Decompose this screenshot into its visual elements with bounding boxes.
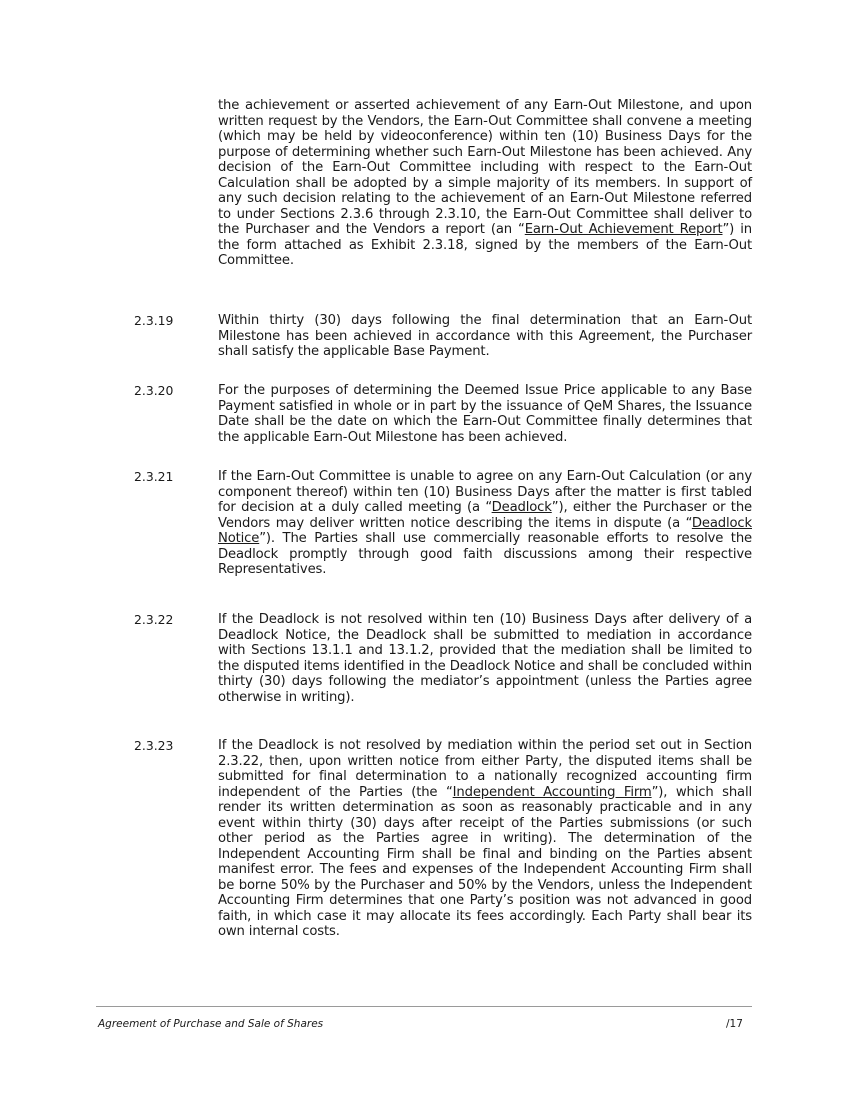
clause-text: If the Deadlock is not resolved within ten (10) Business Days after delivery of a Deadlock Notice, the Deadlock shall be submitted to mediation in accordance with Sections 13.1.1 and 13.1.2, provided that the mediation shall be limited to the disputed items identified in the Deadlock Notice and shall be concluded within thirty (30) days following the mediator’s appointment (unless the Parties agree otherwise in writing). [218,612,752,705]
clause-text-part: ”), which shall render its written determination as soon as reasonably practicable and in any event within thirty (30) days after receipt of the Parties submissions (or such other period as the Parties agree in writing). The determination of the Independent Accounting Firm shall be final and binding on the Parties absent manifest error. The fees and expenses of the Independent Accounting Firm shall be borne 50% by the Purchaser and 50% by the Vendors, unless the Independent Accounting Firm determines that one Party’s position was not advanced in good faith, in which case it may allocate its fees accordingly. Each Party shall bear its own internal costs. [218,784,752,939]
continuation-text: the achievement or asserted achievement of any Earn-Out Milestone, and upon written request by the Vendors, the Earn-Out Committee shall convene a meeting (which may be held by videoconference) within ten (10) Business Days for the purpose of determining whether such Earn-Out Milestone has been achieved. Any decision of the Earn-Out Committee including with respect to the Earn-Out Calculation shall be adopted by a simple majority of its members. In support of any such decision relating to the achievement of an Earn-Out Milestone referred to under Sections 2.3.6 through 2.3.10, the Earn-Out Committee shall deliver to the Purchaser and the Vendors a report (an “ [218,98,752,237]
clause-number: 2.3.20 [134,383,174,398]
clause-text: For the purposes of determining the Deemed Issue Price applicable to any Base Payment satisfied in whole or in part by the issuance of QeM Shares, the Issuance Date shall be the date on which the Earn-Out Committee finally determines that the applicable Earn-Out Milestone has been achieved. [218,383,752,445]
defined-term-deadlock-notice: Deadlock Notice [218,515,752,546]
clause-text [218,469,752,578]
defined-term-earn-out-achievement-report: Earn-Out Achievement Report [524,222,723,237]
clause-number: 2.3.23 [134,738,174,753]
defined-term-independent-accounting-firm: Independent Accounting Firm [452,784,652,800]
clause-number: 2.3.22 [134,612,174,627]
clause-text-part: ”), either the Purchaser or the Vendors may deliver written notice describing the items in dispute (a “ [218,500,752,531]
clause-text-part: ”). The Parties shall use commercially reasonable efforts to resolve the Deadlock promptly through good faith discussions among their respective Representatives. [218,531,752,577]
clause-number: 2.3.19 [134,313,174,328]
footer-document-title: Agreement of Purchase and Sale of Shares [98,1018,324,1030]
defined-term-deadlock: Deadlock [491,500,552,515]
clause-text-part: If the Deadlock is not resolved by mediation within the period set out in Section 2.3.22, then, upon written notice from either Party, the disputed items shall be submitted for final determination to a nationally recognized accounting firm independent of the Parties (the “ [218,738,752,800]
clause-text [218,738,752,940]
continuation-paragraph [218,98,752,269]
continuation-text-end: ”) in the form attached as Exhibit 2.3.18, signed by the members of the Earn-Out Committee. [218,222,752,268]
clause-text-part: If the Earn-Out Committee is unable to agree on any Earn-Out Calculation (or any component thereof) within ten (10) Business Days after the matter is first tabled for decision at a duly called meeting (a “ [218,469,752,515]
footer-page-number: /17 [726,1018,743,1030]
clause-number: 2.3.21 [134,469,174,484]
clause-text: Within thirty (30) days following the final determination that an Earn-Out Milestone has been achieved in accordance with this Agreement, the Purchaser shall satisfy the applicable Base Payment. [218,313,752,359]
footer-divider [96,1006,752,1007]
